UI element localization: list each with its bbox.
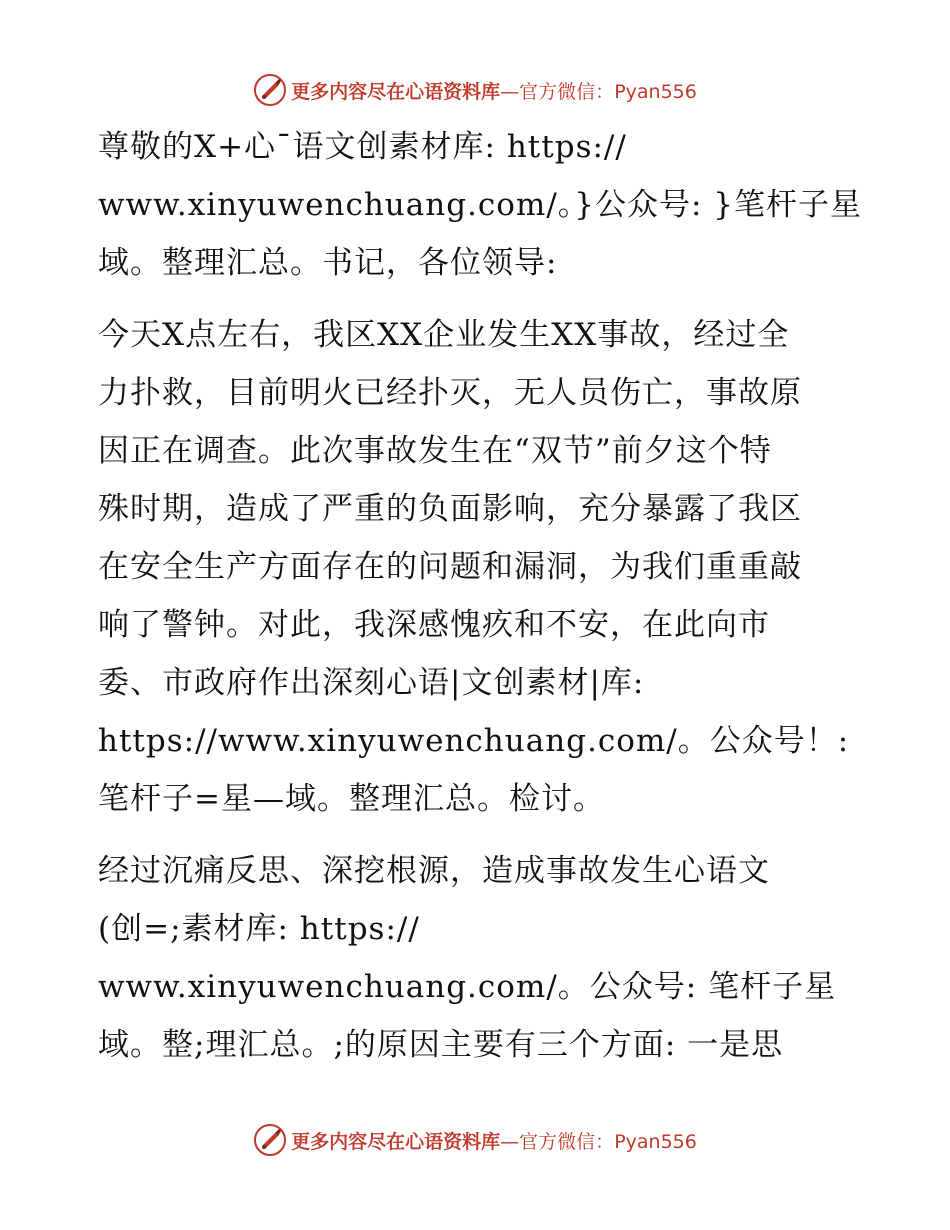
header-watermark	[0, 70, 950, 110]
watermark-label: 官方微信：	[519, 1130, 615, 1153]
watermark-label: 官方微信：	[519, 80, 615, 103]
text-line: 尊敬的X+心¯语文创素材库: https://	[98, 129, 627, 165]
watermark-dash: —	[500, 80, 520, 103]
text-line: 因正在调查。此次事故发生在“双节”前夕这个特	[98, 433, 772, 469]
brand-logo-icon	[253, 73, 287, 107]
text-line: 域。整;理汇总。;的原因主要有三个方面: 一是思	[98, 1027, 784, 1063]
watermark-handle: Pyan556	[614, 80, 697, 103]
text-line: 委、市政府作出深刻心语|文创素材|库:	[98, 665, 645, 701]
watermark-text	[291, 1127, 697, 1154]
watermark-title: 更多内容尽在心语资料库	[291, 80, 501, 103]
text-line: 在安全生产方面存在的问题和漏洞，为我们重重敲	[98, 549, 802, 585]
watermark-text	[291, 77, 697, 104]
text-line: 今天X点左右，我区XX企业发生XX事故，经过全	[98, 317, 790, 353]
text-line: 域。整理汇总。书记，各位领导:	[98, 245, 558, 281]
paragraph-1	[98, 118, 863, 292]
brand-logo-icon	[253, 1123, 287, 1157]
paragraph-2	[98, 306, 858, 828]
paragraph-3	[98, 842, 858, 1074]
text-line: https://www.xinyuwenchuang.com/。公众号！:	[98, 723, 850, 759]
watermark-handle: Pyan556	[614, 1130, 697, 1153]
document-body	[98, 118, 863, 1074]
text-line: 笔杆子=星—域。整理汇总。检讨。	[98, 781, 605, 817]
text-line: 殊时期，造成了严重的负面影响，充分暴露了我区	[98, 491, 802, 527]
text-line: 经过沉痛反思、深挖根源，造成事故发生心语文	[98, 853, 770, 889]
footer-watermark	[0, 1120, 950, 1160]
watermark-dash: —	[500, 1130, 520, 1153]
text-line: www.xinyuwenchuang.com/。}公众号: }笔杆子星	[98, 187, 863, 223]
text-line: www.xinyuwenchuang.com/。公众号: 笔杆子星	[98, 969, 837, 1005]
watermark-title: 更多内容尽在心语资料库	[291, 1130, 501, 1153]
text-line: 力扑救，目前明火已经扑灭，无人员伤亡，事故原	[98, 375, 802, 411]
text-line: 响了警钟。对此，我深感愧疚和不安，在此向市	[98, 607, 770, 643]
text-line: (创=;素材库: https://	[98, 911, 420, 947]
